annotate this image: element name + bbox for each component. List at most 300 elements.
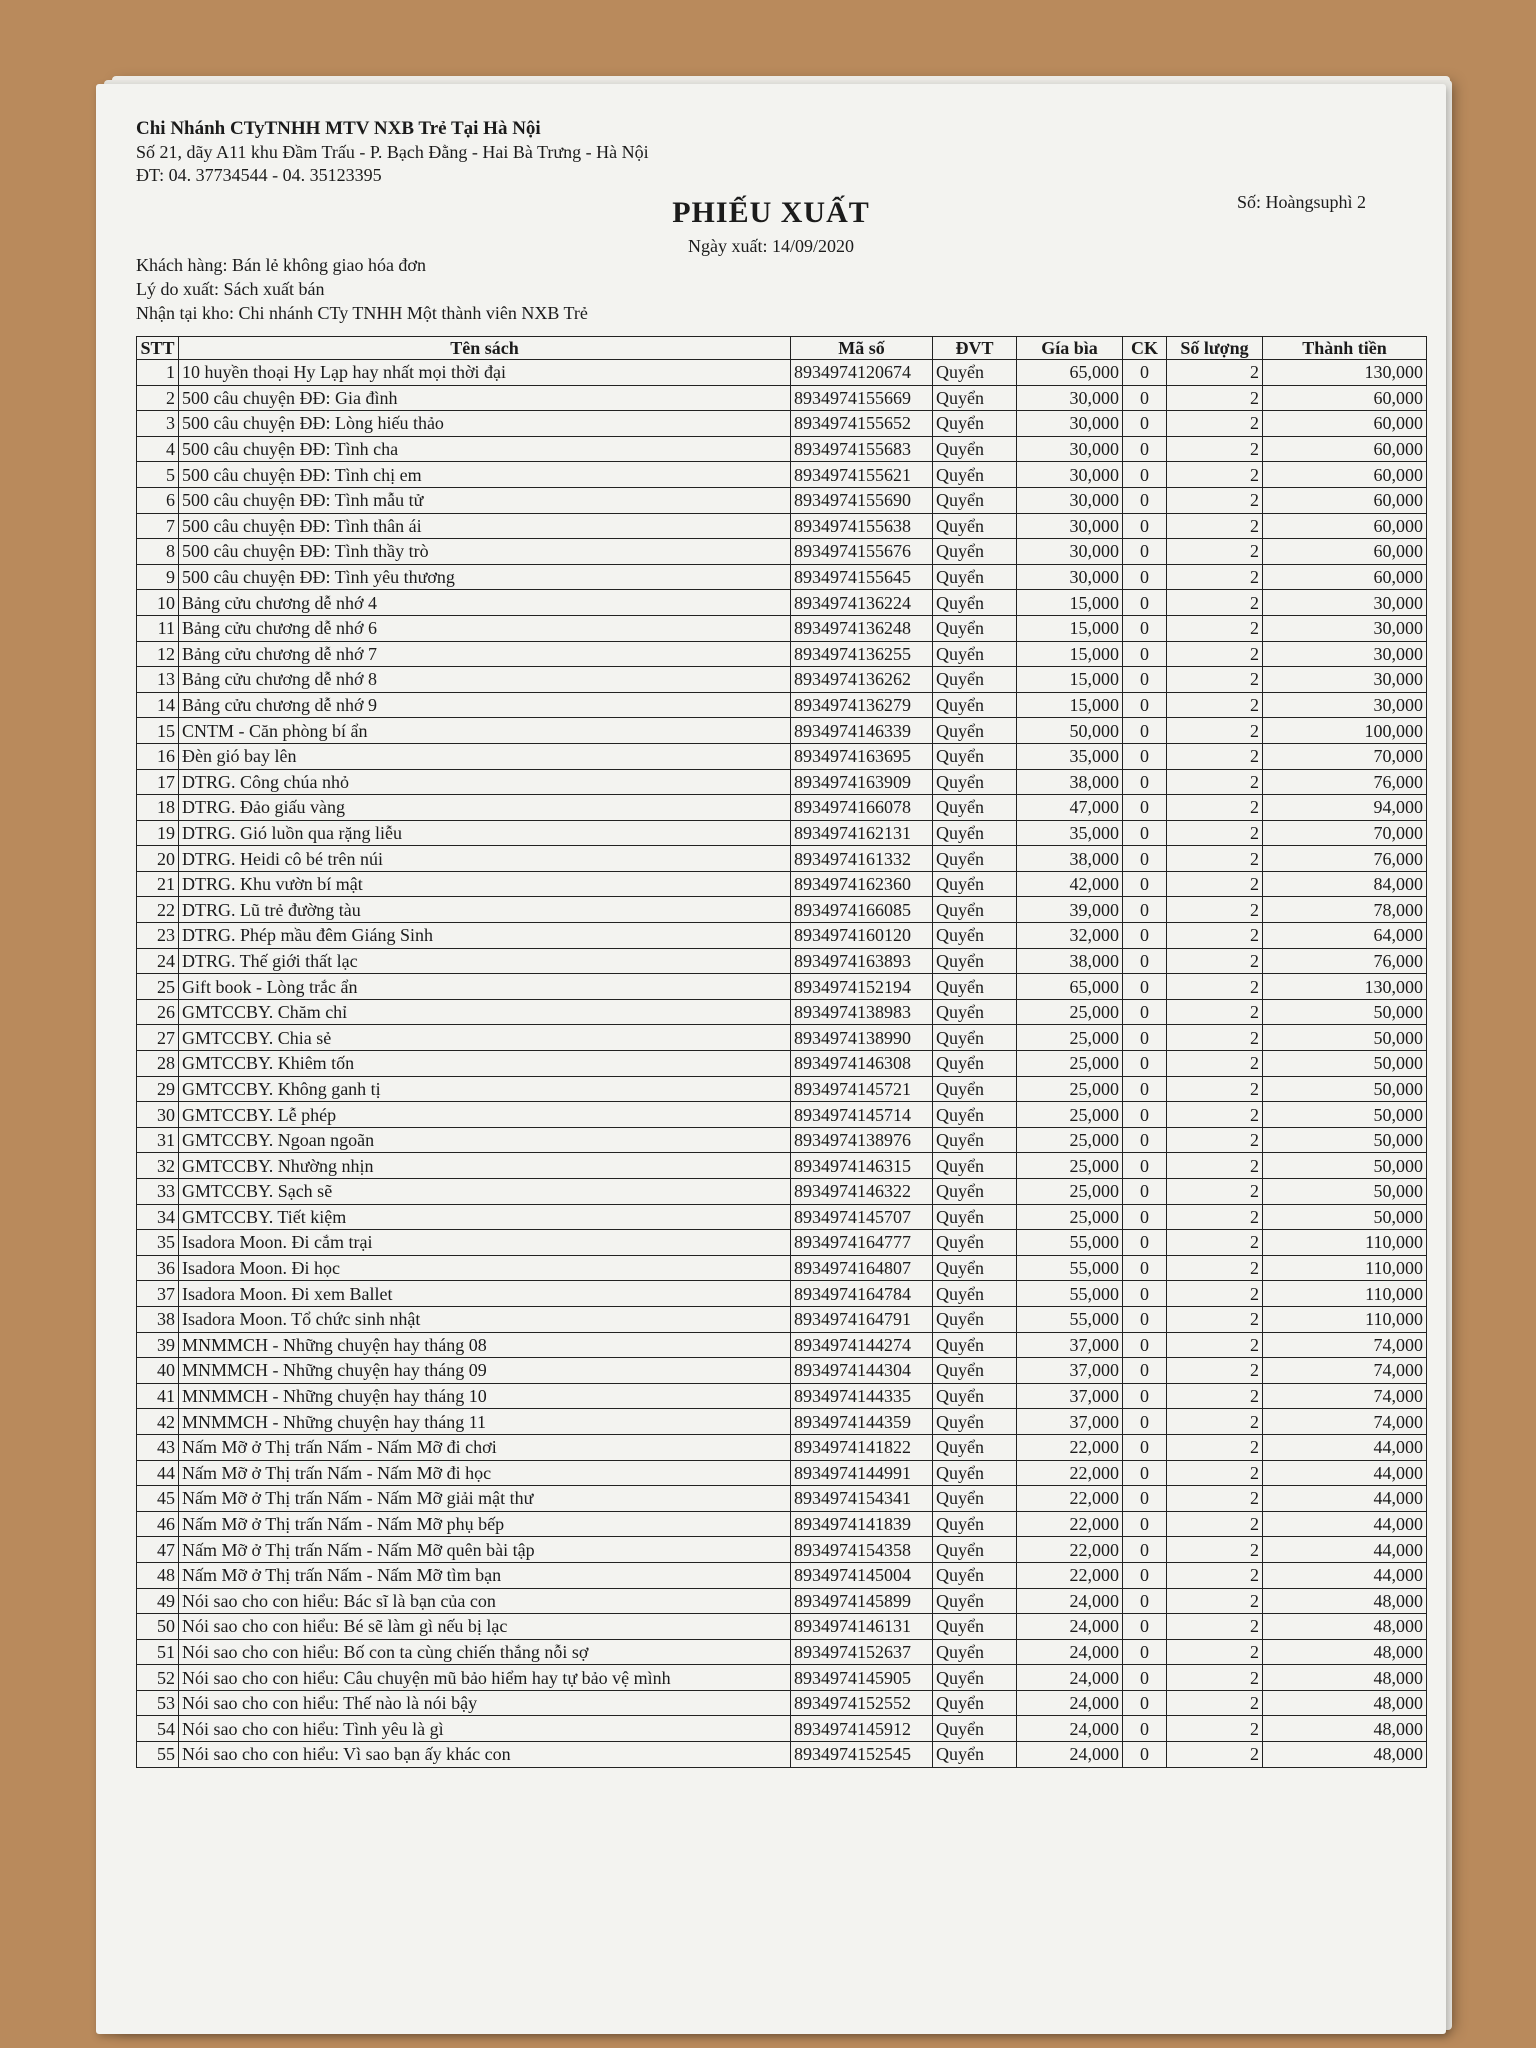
cell-so-luong: 2: [1167, 1281, 1263, 1307]
cell-stt: 37: [137, 1281, 179, 1307]
cell-stt: 9: [137, 564, 179, 590]
cell-ma-so: 8934974164784: [791, 1281, 933, 1307]
cell-stt: 15: [137, 718, 179, 744]
cell-ck: 0: [1123, 641, 1167, 667]
cell-ck: 0: [1123, 462, 1167, 488]
table-row: [137, 360, 1427, 386]
cell-ck: 0: [1123, 1153, 1167, 1179]
cell-stt: 33: [137, 1179, 179, 1205]
cell-ck: 0: [1123, 1588, 1167, 1614]
cell-so-luong: 2: [1167, 667, 1263, 693]
cell-ma-so: 8934974155645: [791, 564, 933, 590]
cell-dvt: Quyển: [933, 513, 1017, 539]
document-date: Ngày xuất: 14/09/2020: [688, 236, 854, 256]
cell-so-luong: 2: [1167, 820, 1263, 846]
cell-thanh-tien: 70,000: [1263, 743, 1427, 769]
cell-so-luong: 2: [1167, 846, 1263, 872]
cell-dvt: Quyển: [933, 795, 1017, 821]
cell-ck: 0: [1123, 1716, 1167, 1742]
cell-stt: 3: [137, 411, 179, 437]
cell-ck: 0: [1123, 846, 1167, 872]
cell-thanh-tien: 76,000: [1263, 769, 1427, 795]
cell-ten-sach: Nấm Mỡ ở Thị trấn Nấm - Nấm Mỡ giải mật thư: [179, 1486, 791, 1512]
cell-gia-bia: 37,000: [1017, 1383, 1123, 1409]
cell-stt: 40: [137, 1358, 179, 1384]
cell-ma-so: 8934974152637: [791, 1639, 933, 1665]
cell-stt: 2: [137, 385, 179, 411]
cell-stt: 43: [137, 1434, 179, 1460]
cell-ma-so: 8934974162360: [791, 871, 933, 897]
cell-ma-so: 8934974146339: [791, 718, 933, 744]
table-row: [137, 487, 1427, 513]
cell-ck: 0: [1123, 487, 1167, 513]
cell-ck: 0: [1123, 1076, 1167, 1102]
cell-thanh-tien: 48,000: [1263, 1690, 1427, 1716]
cell-stt: 51: [137, 1639, 179, 1665]
cell-stt: 31: [137, 1127, 179, 1153]
cell-so-luong: 2: [1167, 1716, 1263, 1742]
table-row: [137, 667, 1427, 693]
cell-so-luong: 2: [1167, 718, 1263, 744]
cell-thanh-tien: 74,000: [1263, 1383, 1427, 1409]
items-table: [136, 336, 1427, 1768]
cell-gia-bia: 30,000: [1017, 539, 1123, 565]
cell-ten-sach: Bảng cửu chương dễ nhớ 9: [179, 692, 791, 718]
cell-ma-so: 8934974154358: [791, 1537, 933, 1563]
cell-ma-so: 8934974136248: [791, 615, 933, 641]
cell-thanh-tien: 48,000: [1263, 1742, 1427, 1768]
cell-thanh-tien: 44,000: [1263, 1511, 1427, 1537]
cell-ck: 0: [1123, 1460, 1167, 1486]
cell-stt: 53: [137, 1690, 179, 1716]
cell-ten-sach: DTRG. Gió luồn qua rặng liễu: [179, 820, 791, 846]
cell-thanh-tien: 76,000: [1263, 948, 1427, 974]
cell-gia-bia: 24,000: [1017, 1588, 1123, 1614]
cell-ck: 0: [1123, 1639, 1167, 1665]
cell-ten-sach: DTRG. Lũ trẻ đường tàu: [179, 897, 791, 923]
cell-ck: 0: [1123, 1230, 1167, 1256]
cell-gia-bia: 24,000: [1017, 1716, 1123, 1742]
cell-ten-sach: Bảng cửu chương dễ nhớ 8: [179, 667, 791, 693]
cell-dvt: Quyển: [933, 974, 1017, 1000]
cell-stt: 29: [137, 1076, 179, 1102]
cell-gia-bia: 30,000: [1017, 436, 1123, 462]
cell-gia-bia: 38,000: [1017, 846, 1123, 872]
cell-stt: 30: [137, 1102, 179, 1128]
cell-thanh-tien: 50,000: [1263, 1204, 1427, 1230]
cell-thanh-tien: 50,000: [1263, 1153, 1427, 1179]
cell-ten-sach: GMTCCBY. Chia sẻ: [179, 1025, 791, 1051]
cell-so-luong: 2: [1167, 385, 1263, 411]
cell-dvt: Quyển: [933, 462, 1017, 488]
table-row: [137, 1614, 1427, 1640]
cell-thanh-tien: 60,000: [1263, 436, 1427, 462]
cell-stt: 23: [137, 923, 179, 949]
header-ck: CK: [1123, 337, 1167, 360]
cell-ten-sach: DTRG. Heidi cô bé trên núi: [179, 846, 791, 872]
cell-ma-so: 8934974152552: [791, 1690, 933, 1716]
cell-dvt: Quyển: [933, 1562, 1017, 1588]
cell-thanh-tien: 76,000: [1263, 846, 1427, 872]
table-row: [137, 1051, 1427, 1077]
cell-ck: 0: [1123, 820, 1167, 846]
table-row: [137, 1639, 1427, 1665]
cell-ma-so: 8934974160120: [791, 923, 933, 949]
cell-so-luong: 2: [1167, 1358, 1263, 1384]
cell-gia-bia: 15,000: [1017, 667, 1123, 693]
cell-gia-bia: 22,000: [1017, 1486, 1123, 1512]
cell-ck: 0: [1123, 1665, 1167, 1691]
cell-ten-sach: Nấm Mỡ ở Thị trấn Nấm - Nấm Mỡ tìm bạn: [179, 1562, 791, 1588]
cell-stt: 46: [137, 1511, 179, 1537]
cell-ma-so: 8934974144304: [791, 1358, 933, 1384]
table-row: [137, 1537, 1427, 1563]
cell-stt: 34: [137, 1204, 179, 1230]
cell-thanh-tien: 30,000: [1263, 692, 1427, 718]
table-row: [137, 1511, 1427, 1537]
cell-dvt: Quyển: [933, 897, 1017, 923]
cell-so-luong: 2: [1167, 871, 1263, 897]
cell-stt: 25: [137, 974, 179, 1000]
cell-so-luong: 2: [1167, 923, 1263, 949]
cell-ck: 0: [1123, 1051, 1167, 1077]
table-body: [137, 360, 1427, 1768]
cell-dvt: Quyển: [933, 539, 1017, 565]
cell-ten-sach: 500 câu chuyện ĐĐ: Tình thân ái: [179, 513, 791, 539]
cell-stt: 7: [137, 513, 179, 539]
cell-ma-so: 8934974144274: [791, 1332, 933, 1358]
cell-ck: 0: [1123, 1409, 1167, 1435]
cell-ma-so: 8934974155683: [791, 436, 933, 462]
cell-ck: 0: [1123, 1127, 1167, 1153]
cell-stt: 42: [137, 1409, 179, 1435]
cell-ma-so: 8934974138976: [791, 1127, 933, 1153]
cell-dvt: Quyển: [933, 1358, 1017, 1384]
cell-thanh-tien: 130,000: [1263, 974, 1427, 1000]
cell-ma-so: 8934974154341: [791, 1486, 933, 1512]
cell-ten-sach: Nấm Mỡ ở Thị trấn Nấm - Nấm Mỡ đi chơi: [179, 1434, 791, 1460]
cell-dvt: Quyển: [933, 1383, 1017, 1409]
cell-ten-sach: 500 câu chuyện ĐĐ: Tình mẫu tử: [179, 487, 791, 513]
cell-ma-so: 8934974164777: [791, 1230, 933, 1256]
cell-ten-sach: Nói sao cho con hiểu: Bé sẽ làm gì nếu bị lạc: [179, 1614, 791, 1640]
cell-gia-bia: 35,000: [1017, 820, 1123, 846]
cell-gia-bia: 37,000: [1017, 1332, 1123, 1358]
cell-stt: 6: [137, 487, 179, 513]
table-row: [137, 1230, 1427, 1256]
cell-thanh-tien: 48,000: [1263, 1639, 1427, 1665]
cell-ten-sach: Nói sao cho con hiểu: Bố con ta cùng chiến thắng nỗi sợ: [179, 1639, 791, 1665]
cell-thanh-tien: 110,000: [1263, 1255, 1427, 1281]
cell-gia-bia: 55,000: [1017, 1230, 1123, 1256]
cell-ck: 0: [1123, 436, 1167, 462]
cell-gia-bia: 38,000: [1017, 948, 1123, 974]
cell-ck: 0: [1123, 897, 1167, 923]
cell-ma-so: 8934974141839: [791, 1511, 933, 1537]
cell-ten-sach: MNMMCH - Những chuyện hay tháng 11: [179, 1409, 791, 1435]
header-gia-bia: Gía bìa: [1017, 337, 1123, 360]
cell-ten-sach: Nấm Mỡ ở Thị trấn Nấm - Nấm Mỡ quên bài tập: [179, 1537, 791, 1563]
cell-so-luong: 2: [1167, 1562, 1263, 1588]
cell-stt: 26: [137, 999, 179, 1025]
cell-ma-so: 8934974145899: [791, 1588, 933, 1614]
cell-ten-sach: CNTM - Căn phòng bí ẩn: [179, 718, 791, 744]
cell-ma-so: 8934974163695: [791, 743, 933, 769]
cell-so-luong: 2: [1167, 436, 1263, 462]
cell-ma-so: 8934974145912: [791, 1716, 933, 1742]
cell-stt: 32: [137, 1153, 179, 1179]
table-row: [137, 1434, 1427, 1460]
cell-dvt: Quyển: [933, 820, 1017, 846]
cell-dvt: Quyển: [933, 1690, 1017, 1716]
cell-so-luong: 2: [1167, 1665, 1263, 1691]
cell-dvt: Quyển: [933, 1306, 1017, 1332]
cell-ten-sach: 500 câu chuyện ĐĐ: Lòng hiếu thảo: [179, 411, 791, 437]
cell-ma-so: 8934974163893: [791, 948, 933, 974]
table-row: [137, 1204, 1427, 1230]
cell-thanh-tien: 60,000: [1263, 513, 1427, 539]
cell-gia-bia: 42,000: [1017, 871, 1123, 897]
cell-ten-sach: DTRG. Công chúa nhỏ: [179, 769, 791, 795]
cell-ten-sach: GMTCCBY. Tiết kiệm: [179, 1204, 791, 1230]
table-row: [137, 1486, 1427, 1512]
header-stt: STT: [137, 337, 179, 360]
cell-dvt: Quyển: [933, 641, 1017, 667]
cell-ck: 0: [1123, 1511, 1167, 1537]
cell-stt: 4: [137, 436, 179, 462]
document-title: PHIẾU XUẤT: [672, 196, 870, 229]
cell-dvt: Quyển: [933, 1153, 1017, 1179]
cell-ten-sach: 500 câu chuyện ĐĐ: Tình cha: [179, 436, 791, 462]
cell-ck: 0: [1123, 667, 1167, 693]
header-dvt: ĐVT: [933, 337, 1017, 360]
cell-dvt: Quyển: [933, 1665, 1017, 1691]
cell-so-luong: 2: [1167, 1051, 1263, 1077]
cell-thanh-tien: 74,000: [1263, 1358, 1427, 1384]
cell-ten-sach: Nói sao cho con hiểu: Câu chuyện mũ bảo hiểm hay tự bảo vệ mình: [179, 1665, 791, 1691]
cell-ma-so: 8934974164791: [791, 1306, 933, 1332]
cell-dvt: Quyển: [933, 769, 1017, 795]
cell-thanh-tien: 30,000: [1263, 615, 1427, 641]
cell-thanh-tien: 60,000: [1263, 487, 1427, 513]
cell-ma-so: 8934974136279: [791, 692, 933, 718]
cell-ck: 0: [1123, 1434, 1167, 1460]
table-row: [137, 1025, 1427, 1051]
cell-dvt: Quyển: [933, 1511, 1017, 1537]
cell-ten-sach: Nói sao cho con hiểu: Vì sao bạn ấy khác con: [179, 1742, 791, 1768]
cell-stt: 14: [137, 692, 179, 718]
cell-stt: 12: [137, 641, 179, 667]
cell-stt: 5: [137, 462, 179, 488]
cell-ten-sach: GMTCCBY. Sạch sẽ: [179, 1179, 791, 1205]
cell-dvt: Quyển: [933, 1255, 1017, 1281]
company-address: Số 21, dãy A11 khu Đầm Trấu - P. Bạch Đằng - Hai Bà Trưng - Hà Nội: [136, 142, 649, 162]
cell-dvt: Quyển: [933, 692, 1017, 718]
cell-dvt: Quyển: [933, 1460, 1017, 1486]
header-ma-so: Mã số: [791, 337, 933, 360]
cell-thanh-tien: 74,000: [1263, 1409, 1427, 1435]
cell-dvt: Quyển: [933, 360, 1017, 386]
cell-gia-bia: 25,000: [1017, 1153, 1123, 1179]
cell-stt: 39: [137, 1332, 179, 1358]
cell-dvt: Quyển: [933, 923, 1017, 949]
cell-dvt: Quyển: [933, 743, 1017, 769]
cell-thanh-tien: 50,000: [1263, 1076, 1427, 1102]
cell-thanh-tien: 48,000: [1263, 1665, 1427, 1691]
table-row: [137, 1588, 1427, 1614]
cell-ck: 0: [1123, 1179, 1167, 1205]
cell-ten-sach: 500 câu chuyện ĐĐ: Tình yêu thương: [179, 564, 791, 590]
cell-thanh-tien: 48,000: [1263, 1614, 1427, 1640]
cell-ck: 0: [1123, 539, 1167, 565]
cell-ma-so: 8934974155652: [791, 411, 933, 437]
cell-so-luong: 2: [1167, 360, 1263, 386]
cell-so-luong: 2: [1167, 1537, 1263, 1563]
cell-thanh-tien: 48,000: [1263, 1588, 1427, 1614]
cell-dvt: Quyển: [933, 1332, 1017, 1358]
cell-ck: 0: [1123, 590, 1167, 616]
cell-so-luong: 2: [1167, 1255, 1263, 1281]
cell-gia-bia: 55,000: [1017, 1306, 1123, 1332]
cell-ck: 0: [1123, 564, 1167, 590]
table-row: [137, 743, 1427, 769]
cell-dvt: Quyển: [933, 1127, 1017, 1153]
cell-thanh-tien: 50,000: [1263, 1179, 1427, 1205]
cell-ma-so: 8934974152545: [791, 1742, 933, 1768]
cell-dvt: Quyển: [933, 1486, 1017, 1512]
table-row: [137, 948, 1427, 974]
cell-gia-bia: 25,000: [1017, 1051, 1123, 1077]
cell-dvt: Quyển: [933, 1102, 1017, 1128]
company-phone: ĐT: 04. 37734544 - 04. 35123395: [136, 165, 382, 185]
cell-ten-sach: Nấm Mỡ ở Thị trấn Nấm - Nấm Mỡ phụ bếp: [179, 1511, 791, 1537]
cell-thanh-tien: 48,000: [1263, 1716, 1427, 1742]
table-row: [137, 1281, 1427, 1307]
cell-ma-so: 8934974138990: [791, 1025, 933, 1051]
cell-so-luong: 2: [1167, 1383, 1263, 1409]
cell-stt: 35: [137, 1230, 179, 1256]
table-header-row: [137, 337, 1427, 360]
table-row: [137, 1332, 1427, 1358]
cell-stt: 48: [137, 1562, 179, 1588]
cell-so-luong: 2: [1167, 1511, 1263, 1537]
cell-thanh-tien: 94,000: [1263, 795, 1427, 821]
cell-gia-bia: 22,000: [1017, 1562, 1123, 1588]
cell-stt: 18: [137, 795, 179, 821]
cell-ma-so: 8934974155669: [791, 385, 933, 411]
cell-ma-so: 8934974120674: [791, 360, 933, 386]
cell-gia-bia: 25,000: [1017, 1076, 1123, 1102]
table-row: [137, 590, 1427, 616]
cell-ck: 0: [1123, 411, 1167, 437]
cell-ck: 0: [1123, 743, 1167, 769]
cell-thanh-tien: 74,000: [1263, 1332, 1427, 1358]
cell-ma-so: 8934974152194: [791, 974, 933, 1000]
cell-thanh-tien: 60,000: [1263, 564, 1427, 590]
cell-stt: 47: [137, 1537, 179, 1563]
cell-ma-so: 8934974166085: [791, 897, 933, 923]
cell-ck: 0: [1123, 1255, 1167, 1281]
cell-stt: 49: [137, 1588, 179, 1614]
cell-thanh-tien: 64,000: [1263, 923, 1427, 949]
cell-ma-so: 8934974144359: [791, 1409, 933, 1435]
table-row: [137, 1358, 1427, 1384]
table-row: [137, 820, 1427, 846]
cell-ma-so: 8934974138983: [791, 999, 933, 1025]
cell-ck: 0: [1123, 923, 1167, 949]
cell-so-luong: 2: [1167, 1025, 1263, 1051]
cell-gia-bia: 15,000: [1017, 615, 1123, 641]
cell-gia-bia: 25,000: [1017, 1025, 1123, 1051]
cell-thanh-tien: 50,000: [1263, 1102, 1427, 1128]
table-row: [137, 1127, 1427, 1153]
cell-gia-bia: 24,000: [1017, 1742, 1123, 1768]
cell-dvt: Quyển: [933, 1179, 1017, 1205]
cell-thanh-tien: 84,000: [1263, 871, 1427, 897]
cell-ck: 0: [1123, 1742, 1167, 1768]
cell-gia-bia: 30,000: [1017, 462, 1123, 488]
cell-thanh-tien: 130,000: [1263, 360, 1427, 386]
cell-dvt: Quyển: [933, 667, 1017, 693]
cell-thanh-tien: 50,000: [1263, 1051, 1427, 1077]
table-row: [137, 462, 1427, 488]
table-row: [137, 539, 1427, 565]
cell-ma-so: 8934974145714: [791, 1102, 933, 1128]
cell-so-luong: 2: [1167, 1614, 1263, 1640]
cell-stt: 11: [137, 615, 179, 641]
cell-ten-sach: GMTCCBY. Chăm chỉ: [179, 999, 791, 1025]
cell-gia-bia: 32,000: [1017, 923, 1123, 949]
cell-so-luong: 2: [1167, 411, 1263, 437]
table-row: [137, 795, 1427, 821]
cell-dvt: Quyển: [933, 590, 1017, 616]
table-row: [137, 974, 1427, 1000]
cell-ten-sach: GMTCCBY. Nhường nhịn: [179, 1153, 791, 1179]
table-row: [137, 1153, 1427, 1179]
table-row: [137, 1409, 1427, 1435]
cell-dvt: Quyển: [933, 1051, 1017, 1077]
cell-so-luong: 2: [1167, 1486, 1263, 1512]
cell-ma-so: 8934974136224: [791, 590, 933, 616]
cell-so-luong: 2: [1167, 1076, 1263, 1102]
cell-thanh-tien: 78,000: [1263, 897, 1427, 923]
header-ten-sach: Tên sách: [179, 337, 791, 360]
cell-ten-sach: Nấm Mỡ ở Thị trấn Nấm - Nấm Mỡ đi học: [179, 1460, 791, 1486]
cell-dvt: Quyển: [933, 948, 1017, 974]
cell-thanh-tien: 44,000: [1263, 1562, 1427, 1588]
cell-so-luong: 2: [1167, 1153, 1263, 1179]
cell-ten-sach: GMTCCBY. Không ganh tị: [179, 1076, 791, 1102]
cell-ten-sach: GMTCCBY. Khiêm tốn: [179, 1051, 791, 1077]
cell-ck: 0: [1123, 948, 1167, 974]
cell-thanh-tien: 30,000: [1263, 667, 1427, 693]
cell-ck: 0: [1123, 769, 1167, 795]
cell-gia-bia: 24,000: [1017, 1639, 1123, 1665]
cell-gia-bia: 15,000: [1017, 641, 1123, 667]
cell-dvt: Quyển: [933, 718, 1017, 744]
cell-stt: 44: [137, 1460, 179, 1486]
header-thanh-tien: Thành tiền: [1263, 337, 1427, 360]
cell-thanh-tien: 110,000: [1263, 1281, 1427, 1307]
cell-ck: 0: [1123, 974, 1167, 1000]
cell-so-luong: 2: [1167, 974, 1263, 1000]
cell-ten-sach: Isadora Moon. Đi xem Ballet: [179, 1281, 791, 1307]
cell-ck: 0: [1123, 999, 1167, 1025]
table-row: [137, 564, 1427, 590]
document-sheet: [96, 84, 1446, 2034]
cell-ten-sach: Gift book - Lòng trắc ẩn: [179, 974, 791, 1000]
cell-gia-bia: 65,000: [1017, 974, 1123, 1000]
